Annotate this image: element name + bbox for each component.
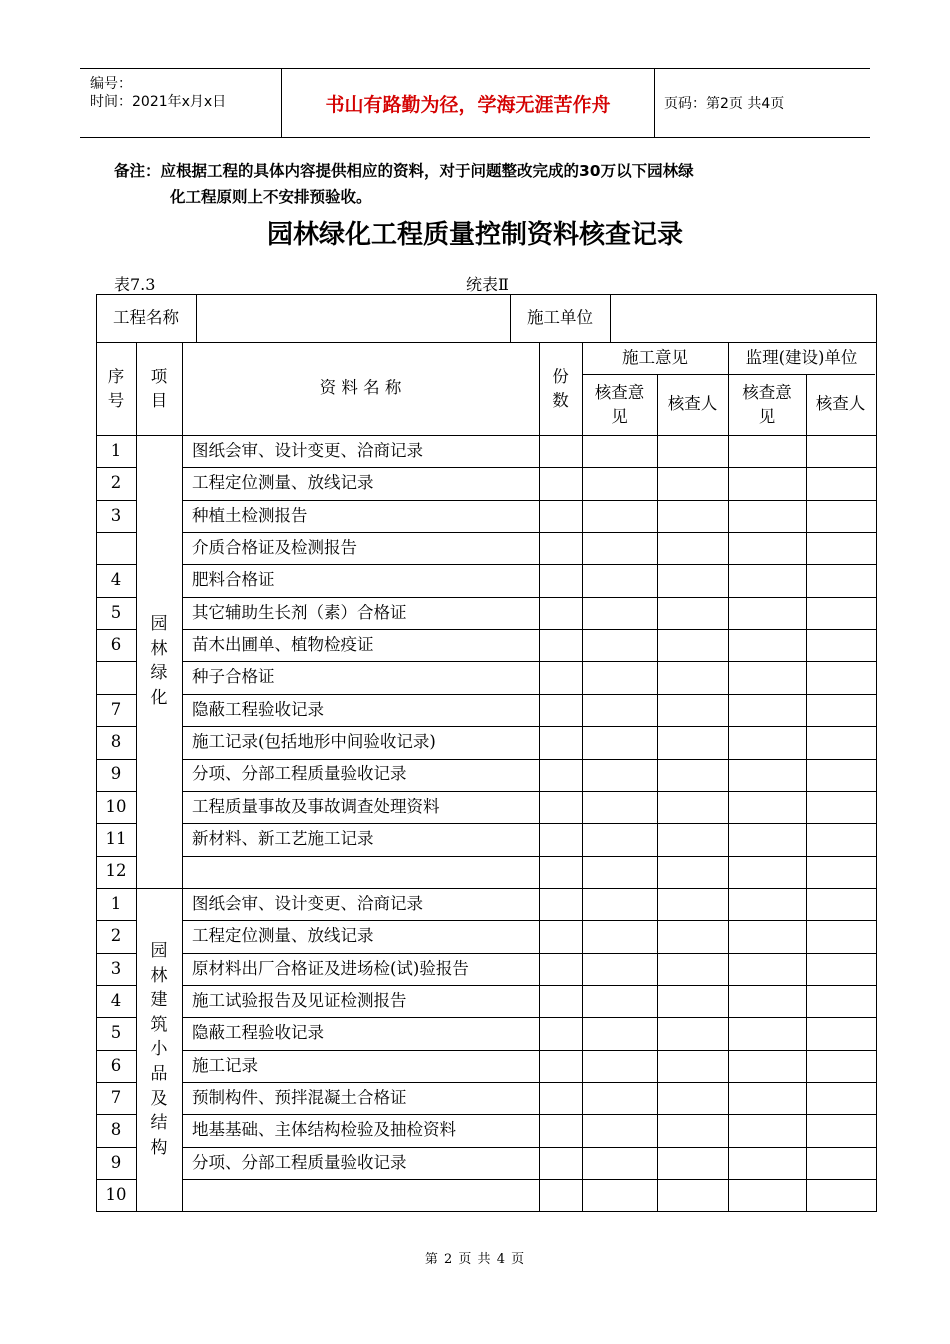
row-seq: 3 [110, 958, 122, 978]
item-group-structures-char: 林 [150, 965, 168, 986]
col-header-supervision-checker: 核查人 [815, 394, 866, 414]
row-seq: 4 [110, 990, 122, 1010]
col-header-seq-line: 序 [107, 366, 125, 386]
item-group-structures [136, 888, 182, 1212]
document-title: 园林绿化工程质量控制资料核查记录 [266, 220, 683, 250]
col-header-seq-line: 号 [107, 390, 125, 410]
row-name: 隐蔽工程验收记录 [192, 1023, 324, 1043]
row-name: 分项、分部工程质量验收记录 [192, 764, 407, 784]
row-seq: 6 [110, 1055, 122, 1075]
row-name [182, 1179, 539, 1211]
row-seq: 7 [110, 699, 122, 719]
table-continuation: 统表Ⅱ [466, 275, 509, 294]
row-seq: 3 [110, 505, 122, 525]
table-rule [728, 342, 729, 1211]
col-header-construction-checker: 核查人 [667, 394, 718, 414]
item-group-landscaping-char: 化 [150, 688, 168, 709]
item-group-structures-char: 建 [150, 990, 168, 1011]
col-header-copies [539, 342, 582, 435]
item-group-structures-char: 结 [150, 1113, 168, 1134]
row-seq: 7 [110, 1087, 122, 1107]
row-seq: 1 [110, 440, 122, 460]
row-seq: 5 [110, 602, 122, 622]
quality-record-table [96, 294, 876, 1212]
row-name: 苗木出圃单、植物检疫证 [192, 635, 374, 655]
row-name: 预制构件、预拌混凝土合格证 [192, 1087, 407, 1107]
row-name: 图纸会审、设计变更、洽商记录 [192, 893, 423, 913]
col-header-construction-opinion-line: 核查意 [594, 382, 645, 402]
row-seq: 2 [110, 926, 122, 946]
row-name: 施工记录 [192, 1055, 258, 1075]
row-seq: 1 [110, 893, 122, 913]
item-group-structures-char: 筑 [150, 1014, 168, 1035]
time-label: 时间：2021年x月x日 [90, 94, 227, 110]
item-group-landscaping-char: 林 [150, 638, 168, 659]
col-header-supervision: 监理(建设)单位 [745, 347, 858, 367]
header-meta [80, 69, 280, 137]
table-rule [539, 342, 540, 1211]
row-seq: 9 [110, 764, 122, 784]
row-seq: 12 [105, 861, 127, 881]
row-name: 种植土检测报告 [192, 505, 308, 525]
col-header-item-line: 目 [150, 390, 168, 410]
row-seq: 9 [110, 1152, 122, 1172]
row-name: 施工试验报告及见证检测报告 [192, 990, 407, 1010]
col-header-construction-opinion-line: 见 [611, 406, 628, 426]
col-header-name: 资 料 名 称 [319, 378, 402, 398]
row-seq: 5 [110, 1023, 122, 1043]
col-header-supervision-opinion-line: 核查意 [742, 382, 792, 402]
header-slogan: 书山有路勤为径，学海无涯苦作舟 [281, 69, 655, 137]
row-name: 其它辅助生长剂（素）合格证 [192, 602, 407, 622]
row-name: 图纸会审、设计变更、洽商记录 [192, 440, 423, 460]
row-name: 地基基础、主体结构检验及抽检资料 [192, 1120, 456, 1140]
item-group-structures-char: 品 [150, 1063, 168, 1084]
row-seq: 10 [105, 1184, 127, 1204]
row-seq: 10 [105, 796, 127, 816]
row-seq: 4 [110, 570, 122, 590]
row-name [182, 856, 539, 888]
contractor-label: 施工单位 [527, 307, 593, 327]
col-header-copies-line: 份 [552, 366, 569, 386]
item-group-landscaping-char: 园 [150, 614, 168, 635]
item-group-landscaping [136, 435, 182, 888]
item-group-structures-char: 园 [150, 940, 168, 961]
row-seq: 6 [110, 635, 122, 655]
col-header-item [136, 342, 182, 435]
row-name: 工程定位测量、放线记录 [192, 473, 374, 493]
page-footer: 第 2 页 共 4 页 [424, 1252, 526, 1267]
row-seq: 11 [105, 829, 127, 849]
row-name: 介质合格证及检测报告 [192, 537, 357, 557]
row-name: 隐蔽工程验收记录 [192, 699, 324, 719]
row-name: 种子合格证 [192, 667, 275, 687]
item-group-landscaping-char: 绿 [150, 663, 168, 684]
table-number: 表7.3 [114, 275, 156, 294]
row-name: 新材料、新工艺施工记录 [192, 829, 374, 849]
item-group-structures-char: 小 [150, 1039, 168, 1060]
col-header-supervision-opinion [728, 374, 806, 435]
row-name: 分项、分部工程质量验收记录 [192, 1152, 407, 1172]
contractor-value [611, 294, 876, 342]
row-name: 肥料合格证 [192, 570, 275, 590]
col-header-copies-line: 数 [552, 390, 569, 410]
col-header-construction: 施工意见 [622, 347, 688, 367]
remark-note [114, 158, 854, 210]
table-border-bottom [96, 1211, 876, 1212]
table-border-right [876, 294, 877, 1212]
row-name: 工程质量事故及事故调查处理资料 [192, 796, 440, 816]
remark-line-1: 备注：应根据工程的具体内容提供相应的资料，对于问题整改完成的30万以下园林绿 [114, 162, 694, 180]
row-seq: 2 [110, 473, 122, 493]
project-name-label: 工程名称 [113, 307, 179, 327]
item-group-structures-char: 构 [150, 1137, 168, 1158]
col-header-supervision-opinion-line: 见 [758, 406, 776, 426]
header-page-label: 页码：第2页 共4页 [664, 96, 785, 112]
page-header [80, 68, 870, 138]
project-name-value [197, 294, 510, 342]
row-seq: 8 [110, 1120, 122, 1140]
row-seq [96, 532, 136, 564]
row-seq [96, 661, 136, 693]
number-label: 编号： [90, 76, 132, 92]
row-seq: 8 [110, 732, 122, 752]
row-name: 原材料出厂合格证及进场检(试)验报告 [192, 958, 469, 978]
item-group-structures-char: 及 [150, 1088, 168, 1109]
col-header-item-line: 项 [150, 366, 168, 386]
col-header-construction-opinion [582, 374, 657, 435]
remark-line-2: 化工程原则上不安排预验收。 [170, 188, 372, 206]
table-rule [582, 342, 583, 1211]
col-header-seq [96, 342, 136, 435]
row-name: 工程定位测量、放线记录 [192, 926, 374, 946]
row-name: 施工记录(包括地形中间验收记录) [192, 732, 436, 752]
